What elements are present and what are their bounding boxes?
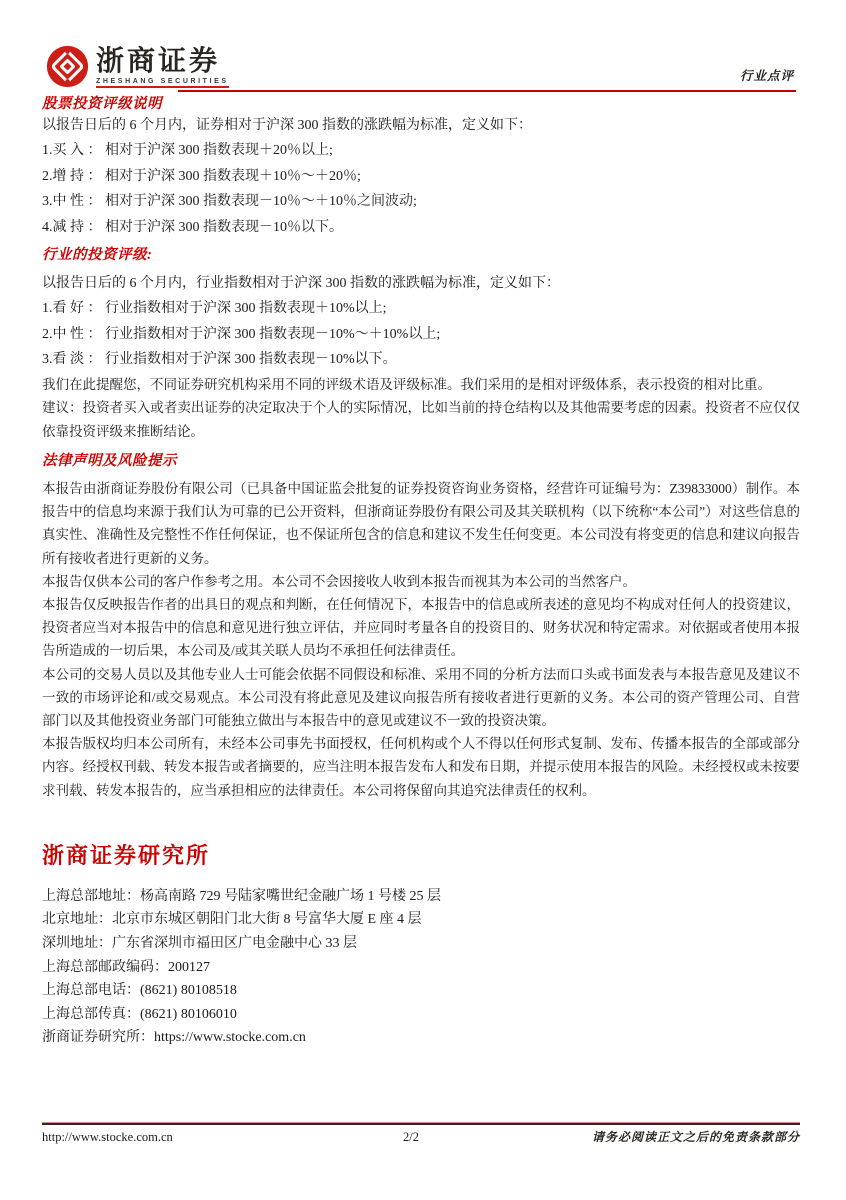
stock-rating-title: 股票投资评级说明 xyxy=(42,96,162,112)
page-number: 2/2 xyxy=(403,1130,419,1144)
industry-rating-item: 2.中 性 ： 行业指数相对于沪深 300 指数表现－10%～＋10%以上; xyxy=(42,326,441,342)
industry-rating-item: 1.看 好 ： 行业指数相对于沪深 300 指数表现＋10%以上; xyxy=(42,301,387,316)
institute-postcode: 上海总部邮政编码：200127 xyxy=(42,959,210,975)
legal-title: 法律声明及风险提示 xyxy=(42,453,177,469)
header-divider xyxy=(178,90,796,92)
footer-disclaimer: 请务必阅读正文之后的免责条款部分 xyxy=(592,1130,801,1144)
industry-rating-title: 行业的投资评级: xyxy=(42,247,153,263)
company-logo xyxy=(46,45,229,88)
industry-rating-intro: 以报告日后的 6 个月内，行业指数相对于沪深 300 指数的涨跌幅为标准，定义如下： xyxy=(42,276,560,291)
institute-address-beijing: 北京地址：北京市东城区朝阳门北大街 8 号富华大厦 E 座 4 层 xyxy=(42,912,422,928)
logo-company-name: 浙商证券 xyxy=(96,46,221,77)
legal-paragraph: 本报告由浙商证券股份有限公司（已具备中国证监会批复的证券投资咨询业务资格，经营许可证编号为：Z39833000）制作。本报告中的信息均来源于我们认为可靠的已公开资料，但浙商证券股份有限公司及其关联机构（以下统称“本公司”）对这些信息的真实性、准确性及完整性不作任何保证，也不保证所包含的信息和建议不发生任何变更。本公司没有将变更的信息和建议向报告所有接收者进行更新的义务。 xyxy=(42,481,800,566)
institute-website-line xyxy=(42,1026,800,1050)
institute-address-shenzhen: 深圳地址：广东省深圳市福田区广电金融中心 33 层 xyxy=(42,936,357,952)
legal-paragraph: 本报告版权均归本公司所有，未经本公司事先书面授权，任何机构或个人不得以任何形式复制、发布、传播本报告的全部或部分内容。经授权刊载、转发本报告或者摘要的，应当注明本报告发布人和发布日期，并提示使用本报告的风险。未经授权或未按要求刊载、转发本报告的，应当承担相应的法律责任。本公司将保留向其追究法律责任的权利。 xyxy=(42,736,800,798)
legal-paragraph: 本公司的交易人员以及其他专业人士可能会依据不同假设和标准、采用不同的分析方法而口头或书面发表与本报告意见及建议不一致的市场评论和/或交易观点。本公司没有将此意见及建议向报告所有接收者进行更新的义务。本公司的资产管理公司、自营部门以及其他投资业务部门可能独立做出与本报告中的意见或建议不一致的投资决策。 xyxy=(42,666,800,729)
institute-address-shanghai: 上海总部地址：杨高南路 729 号陆家嘴世纪金融广场 1 号楼 25 层 xyxy=(42,888,441,904)
stock-rating-intro: 以报告日后的 6 个月内，证券相对于沪深 300 指数的涨跌幅为标准，定义如下： xyxy=(42,118,532,133)
institute-phone: 上海总部电话：(8621) 80108518 xyxy=(42,983,237,999)
rating-reminder-note: 我们在此提醒您，不同证券研究机构采用不同的评级术语及评级标准。我们采用的是相对评级体系，表示投资的相对比重。 xyxy=(42,376,771,392)
report-type-label: 行业点评 xyxy=(739,69,794,83)
rating-advice-note: 建议：投资者买入或者卖出证券的决定取决于个人的实际情况，比如当前的持仓结构以及其他需要考虑的因素。投资者不应仅仅依靠投资评级来推断结论。 xyxy=(42,400,800,439)
stock-rating-item: 3.中 性 ： 相对于沪深 300 指数表现－10％～＋10％之间波动; xyxy=(42,194,417,209)
stock-rating-item: 1.买 入 ： 相对于沪深 300 指数表现＋20％以上; xyxy=(42,143,333,158)
legal-paragraph: 本报告仅供本公司的客户作参考之用。本公司不会因接收人收到本报告而视其为本公司的当然客户。 xyxy=(42,573,636,589)
footer-website-link[interactable]: http://www.stocke.com.cn xyxy=(42,1130,173,1144)
institute-website-label: 浙商证券研究所： xyxy=(42,1030,154,1046)
stock-rating-item: 2.增 持 ： 相对于沪深 300 指数表现＋10％～＋20％; xyxy=(42,168,361,184)
industry-rating-item: 3.看 淡 ： 行业指数相对于沪深 300 指数表现－10%以下。 xyxy=(42,352,397,367)
footer-divider xyxy=(42,1122,800,1125)
header xyxy=(42,45,800,92)
institute-contact-block xyxy=(42,885,800,1050)
institute-fax: 上海总部传真：(8621) 80106010 xyxy=(42,1006,237,1022)
zheshang-emblem-icon xyxy=(46,45,89,88)
institute-website-link[interactable]: https://www.stocke.com.cn xyxy=(154,1030,306,1046)
stock-rating-item: 4.减 持 ： 相对于沪深 300 指数表现－10％以下。 xyxy=(42,219,343,235)
institute-title: 浙商证券研究所 xyxy=(42,842,211,868)
logo-company-name-en: ZHESHANG SECURITIES xyxy=(96,78,229,88)
logo-text-block xyxy=(96,45,229,88)
footer xyxy=(42,1122,800,1145)
legal-paragraph: 本报告仅反映报告作者的出具日的观点和判断，在任何情况下，本报告中的信息或所表述的意见均不构成对任何人的投资建议，投资者应当对本报告中的信息和意见进行独立评估，并应同时考量各自的投资目的、财务状况和特定需求。对依据或者使用本报告所造成的一切后果，本公司及/或其关联人员均不承担任何法律责任。 xyxy=(42,597,800,659)
